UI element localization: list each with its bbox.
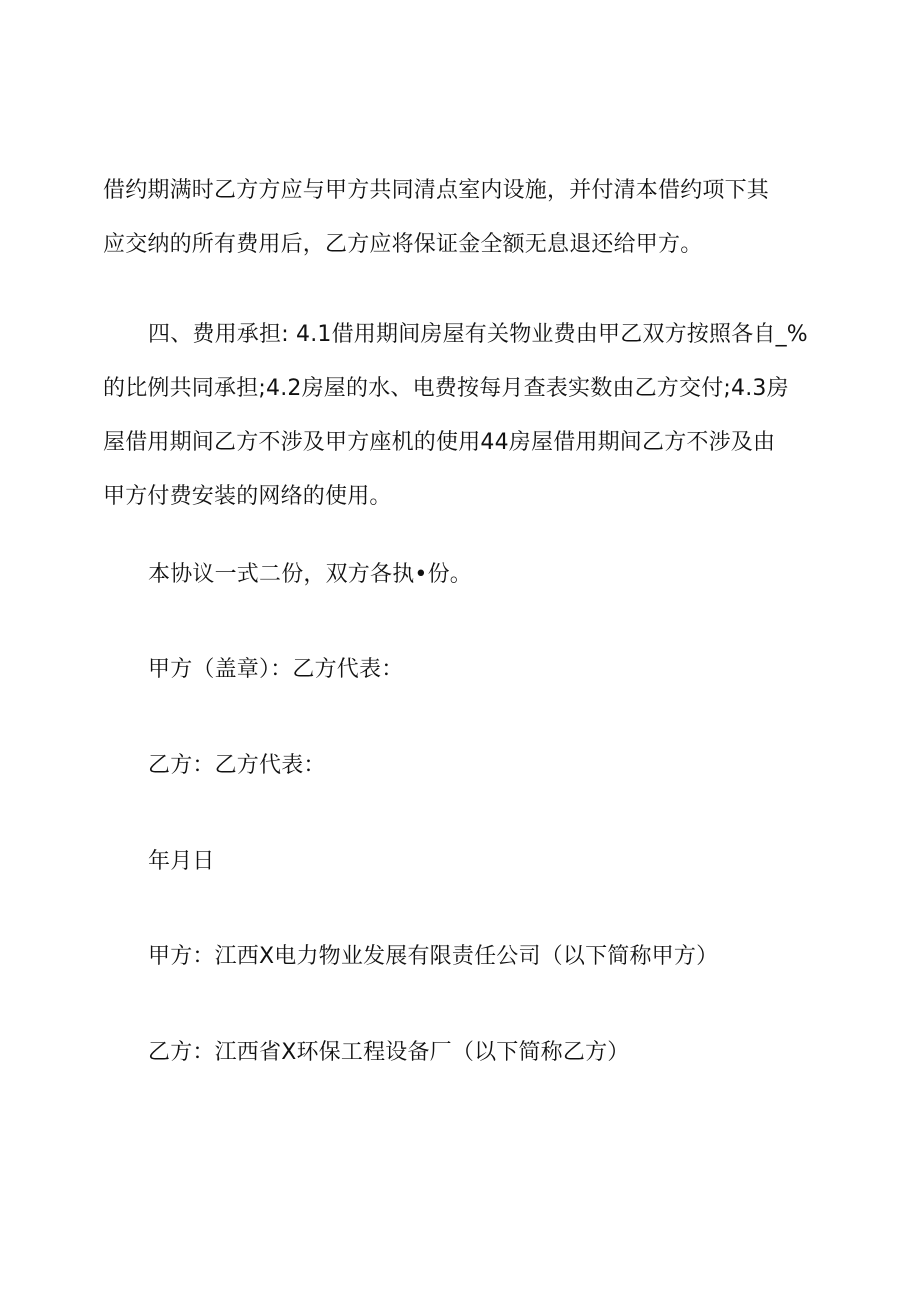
signature-party-b bbox=[148, 739, 828, 793]
paragraph-deposit-return bbox=[103, 164, 823, 272]
text-line: 应交纳的所有费用后，乙方应将保证金全额无息退还给甲方。 bbox=[103, 232, 703, 257]
text-line: 甲方：江西X电力物业发展有限责任公司（以下简称甲方） bbox=[148, 944, 719, 969]
paragraph-cost-sharing bbox=[103, 308, 823, 524]
text-line: 乙方：乙方代表： bbox=[148, 753, 326, 778]
paragraph-copies bbox=[148, 548, 828, 602]
text-line: 屋借用期间乙方不涉及甲方座机的使用44房屋借用期间乙方不涉及由 bbox=[103, 430, 776, 455]
text-line: 本协议一式二份，双方各执•份。 bbox=[148, 562, 472, 587]
text-line: 甲方付费安装的网络的使用。 bbox=[103, 484, 392, 509]
text-line: 的比例共同承担;4.2房屋的水、电费按每月查表实数由乙方交付;4.3房 bbox=[103, 376, 789, 401]
signature-party-a bbox=[148, 643, 828, 697]
date-line bbox=[148, 835, 828, 889]
text-line: 乙方：江西省X环保工程设备厂（以下简称乙方） bbox=[148, 1040, 630, 1065]
text-line: 借约期满时乙方方应与甲方共同清点室内设施，并付清本借约项下其 bbox=[103, 178, 770, 203]
party-b-name bbox=[148, 1026, 828, 1080]
text-line: 四、费用承担: 4.1借用期间房屋有关物业费由甲乙双方按照各自_% bbox=[148, 322, 808, 347]
text-line: 年月日 bbox=[148, 849, 215, 874]
text-line: 甲方（盖章）：乙方代表： bbox=[148, 657, 404, 682]
party-a-name bbox=[148, 930, 828, 984]
